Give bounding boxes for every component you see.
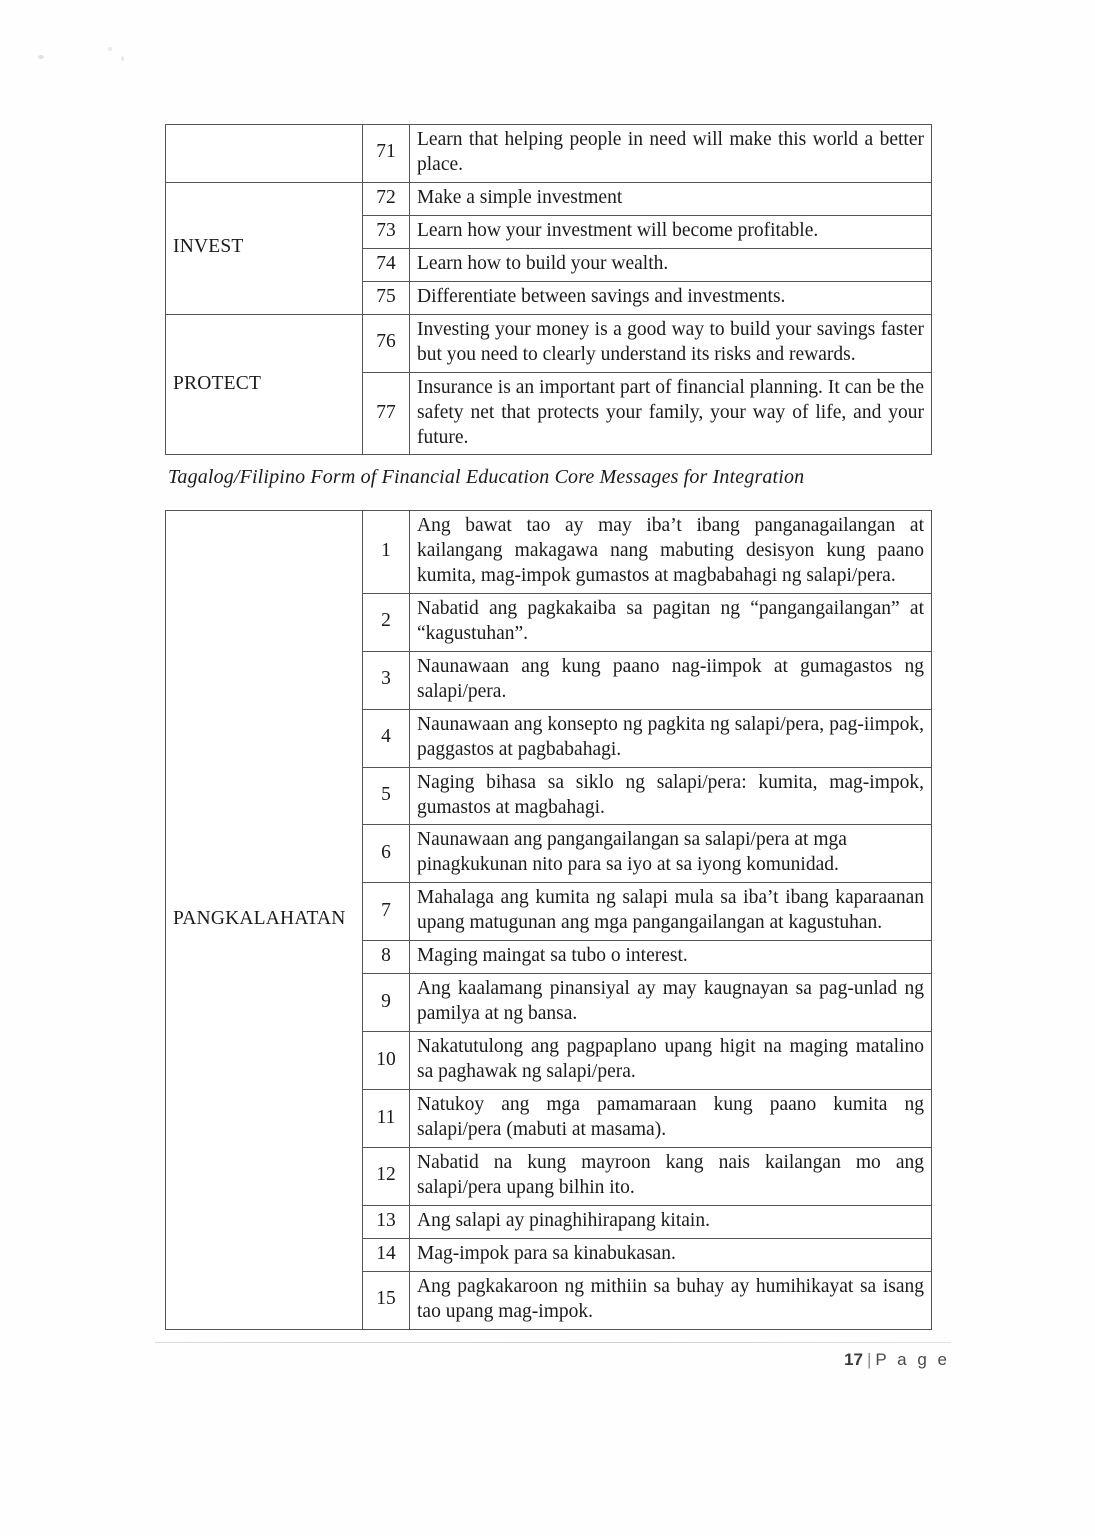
scan-speck [38,55,44,59]
scan-speck [121,56,124,61]
row-number: 15 [363,1271,410,1329]
row-number: 14 [363,1238,410,1271]
row-text: Make a simple investment [410,182,932,215]
category-cell-protect: PROTECT [166,314,363,455]
row-number: 76 [363,314,410,372]
row-number: 6 [363,825,410,883]
category-cell-invest: INVEST [166,182,363,314]
row-text: Investing your money is a good way to build your savings faster but you need to clearly understand its risks and rewards. [410,314,932,372]
row-number: 8 [363,941,410,974]
row-number: 12 [363,1147,410,1205]
row-number: 71 [363,125,410,183]
footer-separator: | [867,1350,872,1369]
row-number: 75 [363,281,410,314]
row-text: Learn how your investment will become profitable. [410,215,932,248]
row-text: Naunawaan ang konsepto ng pagkita ng salapi/pera, pag-iimpok, paggastos at pagbabahagi. [410,709,932,767]
row-text: Naunawaan ang kung paano nag-iimpok at gumagastos ng salapi/pera. [410,651,932,709]
row-text: Learn how to build your wealth. [410,248,932,281]
row-number: 77 [363,372,410,455]
english-core-messages-table [165,124,932,455]
footer-divider [155,1342,951,1343]
tagalog-core-messages-table [165,510,932,1330]
english-core-messages-table-wrapper [165,124,932,455]
row-text: Naunawaan ang pangangailangan sa salapi/pera at mga pinagkukunan nito para sa iyo at sa iyong komunidad. [410,825,932,883]
row-text: Mahalaga ang kumita ng salapi mula sa iba’t ibang kaparaanan upang matugunan ang mga pangangailangan at kagustuhan. [410,883,932,941]
table-row [166,125,932,183]
tagalog-core-messages-table-wrapper [165,510,932,1330]
category-cell-blank [166,125,363,183]
row-text: Nakatutulong ang pagpaplano upang higit na maging matalino sa paghawak ng salapi/pera. [410,1032,932,1090]
table-row [166,182,932,215]
row-text: Nabatid na kung mayroon kang nais kailangan mo ang salapi/pera upang bilhin ito. [410,1147,932,1205]
row-text: Maging maingat sa tubo o interest. [410,941,932,974]
row-number: 10 [363,1032,410,1090]
row-text: Naging bihasa sa siklo ng salapi/pera: kumita, mag-impok, gumastos at magbahagi. [410,767,932,825]
row-number: 74 [363,248,410,281]
page-number: 17 [844,1350,863,1369]
row-number: 3 [363,651,410,709]
row-text: Ang kaalamang pinansiyal ay may kaugnayan sa pag-unlad ng pamilya at ng bansa. [410,974,932,1032]
row-text: Nabatid ang pagkakaiba sa pagitan ng “pangangailangan” at “kagustuhan”. [410,593,932,651]
table-row [166,314,932,372]
row-number: 11 [363,1090,410,1148]
row-text: Mag-impok para sa kinabukasan. [410,1238,932,1271]
row-number: 5 [363,767,410,825]
category-cell-pangkalahatan: PANGKALAHATAN [166,511,363,1330]
row-number: 13 [363,1205,410,1238]
row-text: Natukoy ang mga pamamaraan kung paano kumita ng salapi/pera (mabuti at masama). [410,1090,932,1148]
row-text: Learn that helping people in need will make this world a better place. [410,125,932,183]
row-text: Differentiate between savings and investments. [410,281,932,314]
row-number: 9 [363,974,410,1032]
row-text: Insurance is an important part of financial planning. It can be the safety net that protects your family, your way of life, and your future. [410,372,932,455]
table-row [166,511,932,594]
row-number: 1 [363,511,410,594]
page-footer [844,1350,950,1370]
footer-page-word: P a g e [875,1350,950,1369]
row-text: Ang salapi ay pinaghihirapang kitain. [410,1205,932,1238]
row-number: 72 [363,182,410,215]
row-text: Ang pagkakaroon ng mithiin sa buhay ay humihikayat sa isang tao upang mag-impok. [410,1271,932,1329]
table-caption: Tagalog/Filipino Form of Financial Education Core Messages for Integration [168,466,805,488]
row-number: 2 [363,593,410,651]
scan-speck [108,47,112,51]
row-number: 73 [363,215,410,248]
row-number: 7 [363,883,410,941]
row-text: Ang bawat tao ay may iba’t ibang panganagailangan at kailangang makagawa nang mabuting desisyon kung paano kumita, mag-impok gumastos at magbabahagi ng salapi/pera. [410,511,932,594]
row-number: 4 [363,709,410,767]
